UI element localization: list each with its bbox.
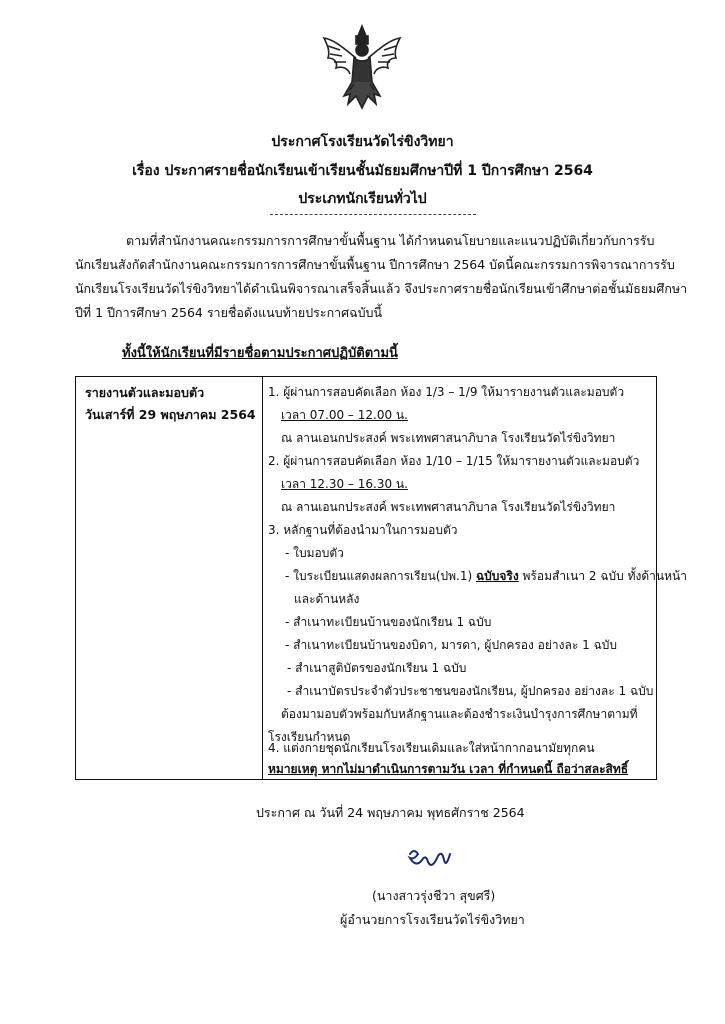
dashed-divider [270, 214, 476, 215]
item-2: 2. ผู้ผ่านการสอบคัดเลือก ห้อง 1/10 – 1/15 ให้มารายงานตัวและมอบตัว [268, 454, 640, 468]
item-2-time: เวลา 12.30 – 16.30 น. [281, 477, 408, 491]
document-item: - ใบมอบตัว [285, 546, 344, 560]
item-2-place: ณ ลานเอนกประสงค์ พระเทพศาสนาภิบาล โรงเรียนวัดไร่ขิงวิทยา [281, 500, 616, 514]
announcement-subject: เรื่อง ประกาศรายชื่อนักเรียนเข้าเรียนชั้นมัธยมศึกษาปีที่ 1 ปีการศึกษา 2564 [132, 163, 593, 179]
item-1-place: ณ ลานเอนกประสงค์ พระเทพศาสนาภิบาล โรงเรียนวัดไร่ขิงวิทยา [281, 431, 616, 445]
item-1-time: เวลา 07.00 – 12.00 น. [281, 408, 408, 422]
document-item: - สำเนาทะเบียนบ้านของบิดา, มารดา, ผู้ปกครอง อย่างละ 1 ฉบับ [285, 638, 617, 652]
signer-title: ผู้อำนวยการโรงเรียนวัดไร่ขิงวิทยา [340, 912, 525, 927]
garuda-emblem-icon [318, 22, 406, 114]
signature-icon [404, 846, 464, 872]
schedule-table [75, 376, 687, 780]
fee-note-cont: โรงเรียนกำหนด [268, 730, 351, 744]
document-item: - ใบระเบียนแสดงผลการเรียน(ปพ.1) ฉบับจริง พร้อมสำเนา 2 ฉบับ ทั้งด้านหน้า [285, 569, 687, 583]
item-3-title: 3. หลักฐานที่ต้องนำมาในการมอบตัว [268, 523, 458, 537]
fee-note: ต้องมามอบตัวพร้อมกับหลักฐานและต้องชำระเงินบำรุงการศึกษาตามที่ [281, 707, 638, 721]
table-column-divider [262, 377, 263, 779]
document-item: - สำเนาทะเบียนบ้านของนักเรียน 1 ฉบับ [285, 615, 492, 629]
document-item: - สำเนาบัตรประจำตัวประชาชนของนักเรียน, ผู้ปกครอง อย่างละ 1 ฉบับ [287, 684, 654, 698]
document-item-cont: และด้านหลัง [294, 592, 360, 606]
instruction-heading: ทั้งนี้ให้นักเรียนที่มีรายชื่อตามประกาศปฏิบัติตามนี้ [122, 346, 398, 361]
signer-name: (นางสาวรุ่งชีวา สุขศรี) [372, 888, 496, 903]
intro-line: ปีที่ 1 ปีการศึกษา 2564 รายชื่อดังแนบท้ายประกาศฉบับนี้ [75, 305, 383, 320]
item-4: 4. แต่งกายชุดนักเรียนโรงเรียนเดิมและใส่หน้ากากอนามัยทุกคน [268, 741, 595, 755]
announcement-date: ประกาศ ณ วันที่ 24 พฤษภาคม พุทธศักราช 2564 [256, 805, 525, 820]
report-date: วันเสาร์ที่ 29 พฤษภาคม 2564 [85, 407, 256, 422]
report-heading: รายงานตัวและมอบตัว [85, 385, 205, 400]
remark-note: หมายเหตุ หากไม่มาดำเนินการตามวัน เวลา ที่กำหนดนี้ ถือว่าสละสิทธิ์ [268, 762, 629, 776]
item-1: 1. ผู้ผ่านการสอบคัดเลือก ห้อง 1/3 – 1/9 ให้มารายงานตัวและมอบตัว [268, 385, 625, 399]
document-item: - สำเนาสูติบัตรของนักเรียน 1 ฉบับ [287, 661, 467, 675]
original-copy-emphasis: ฉบับจริง [475, 569, 519, 583]
intro-line: ตามที่สำนักงานคณะกรรมการการศึกษาขั้นพื้นฐาน ได้กำหนดนโยบายและแนวปฏิบัติเกี่ยวกับการรับ [126, 233, 655, 248]
announcement-category: ประเภทนักเรียนทั่วไป [298, 191, 427, 207]
intro-line: นักเรียนโรงเรียนวัดไร่ขิงวิทยาได้ดำเนินพิจารณาเสร็จสิ้นแล้ว จึงประกาศรายชื่อนักเรียนเข้าศึกษาต่อชั้นมัธยมศึกษา [75, 281, 688, 296]
intro-line: นักเรียนสังกัดสำนักงานคณะกรรมการการศึกษาขั้นพื้นฐาน ปีการศึกษา 2564 บัดนี้คณะกรรมการพิจารณาการรับ [75, 257, 675, 272]
announcement-title: ประกาศโรงเรียนวัดไร่ขิงวิทยา [271, 134, 454, 150]
